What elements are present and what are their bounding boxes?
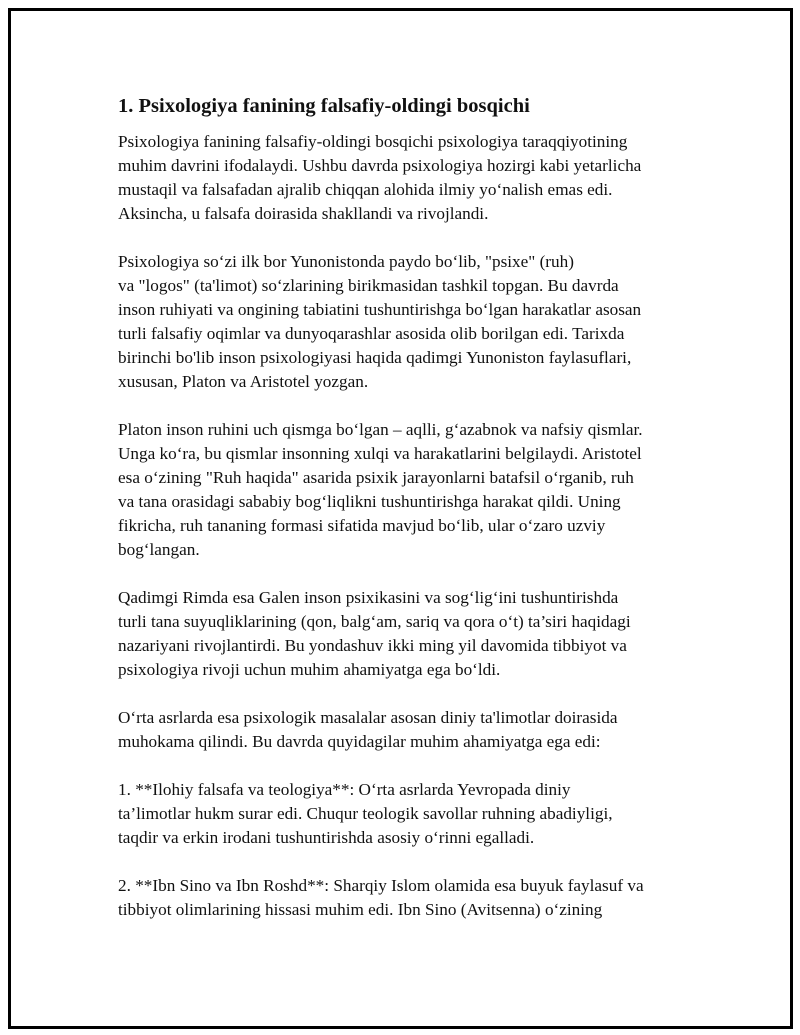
text-line: va tana orasidagi sababiy bog‘liqlikni tushuntirishga harakat qildi. Uning [118,492,621,511]
text-line: fikricha, ruh tananing formasi sifatida mavjud bo‘lib, ular o‘zaro uzviy [118,516,606,535]
paragraph-etymology [118,250,688,394]
list-item-theology [118,778,688,850]
text-line: va "logos" (ta'limot) so‘zlarining birikmasidan tashkil topgan. Bu davrda [118,276,619,295]
text-line: birinchi bo'lib inson psixologiyasi haqida qadimgi Yunoniston faylasuflari, [118,348,632,367]
text-line: inson ruhiyati va ongining tabiatini tushuntirishga bo‘lgan harakatlar asosan [118,300,642,319]
text-line: muhokama qilindi. Bu davrda quyidagilar muhim ahamiyatga ega edi: [118,732,601,751]
text-line: Psixologiya fanining falsafiy-oldingi bosqichi psixologiya taraqqiyotining [118,132,628,151]
text-line: mustaqil va falsafadan ajralib chiqqan alohida ilmiy yo‘nalish emas edi. [118,180,613,199]
text-line: Qadimgi Rimda esa Galen inson psixikasini va sog‘lig‘ini tushuntirishda [118,588,619,607]
text-line: psixologiya rivoji uchun muhim ahamiyatga ega bo‘ldi. [118,660,501,679]
text-line: xususan, Platon va Aristotel yozgan. [118,372,369,391]
text-line: Unga ko‘ra, bu qismlar insonning xulqi va harakatlarini belgilaydi. Aristotel [118,444,642,463]
text-line: tibbiyot olimlarining hissasi muhim edi. Ibn Sino (Avitsenna) o‘zining [118,900,603,919]
text-line: bog‘langan. [118,540,200,559]
text-line: Aksincha, u falsafa doirasida shakllandi va rivojlandi. [118,204,489,223]
document-title: 1. Psixologiya fanining falsafiy-oldingi bosqichi [118,95,530,117]
text-line: ta’limotlar hukm surar edi. Chuqur teologik savollar ruhning abadiyligi, [118,804,613,823]
list-item-ibn-sino [118,874,688,922]
text-line: 1. **Ilohiy falsafa va teologiya**: O‘rta asrlarda Yevropada diniy [118,780,571,799]
text-line: muhim davrini ifodalaydi. Ushbu davrda psixologiya hozirgi kabi yetarlicha [118,156,642,175]
text-line: 2. **Ibn Sino va Ibn Roshd**: Sharqiy Islom olamida esa buyuk faylasuf va [118,876,644,895]
text-line: turli tana suyuqliklarining (qon, balg‘am, sariq va qora o‘t) ta’siri haqidagi [118,612,631,631]
text-line: Psixologiya so‘zi ilk bor Yunonistonda paydo bo‘lib, "psixe" (ruh) [118,252,574,271]
text-line: O‘rta asrlarda esa psixologik masalalar asosan diniy ta'limotlar doirasida [118,708,618,727]
document-body [118,92,688,946]
paragraph-middle-ages [118,706,688,754]
paragraph-platon-aristotel [118,418,688,562]
paragraph-intro [118,130,688,226]
text-line: turli falsafiy oqimlar va dunyoqarashlar asosida olib borilgan edi. Tarixda [118,324,625,343]
paragraph-galen [118,586,688,682]
text-line: taqdir va erkin irodani tushuntirishda asosiy o‘rinni egalladi. [118,828,535,847]
text-line: esa o‘zining "Ruh haqida" asarida psixik jarayonlarni batafsil o‘rganib, ruh [118,468,634,487]
text-line: nazariyani rivojlantirdi. Bu yondashuv ikki ming yil davomida tibbiyot va [118,636,627,655]
text-line: Platon inson ruhini uch qismga bo‘lgan – aqlli, g‘azabnok va nafsiy qismlar. [118,420,643,439]
